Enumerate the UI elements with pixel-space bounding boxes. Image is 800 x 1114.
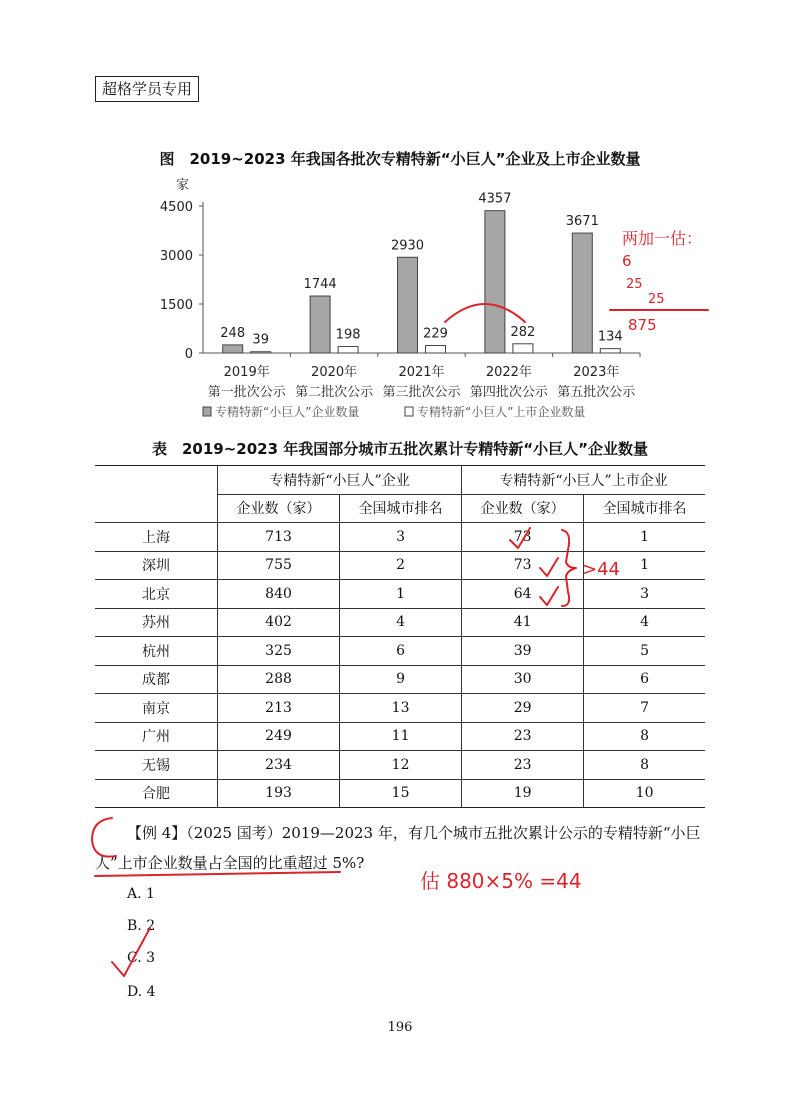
x-tick-label: 2022年 [485,365,532,380]
table-row [95,523,705,552]
listed-cell: 73 [462,551,584,580]
x-sub-label: 第二批次公示 [295,385,374,400]
data-label: 2930 [390,238,425,254]
y-tick-label: 1500 [159,298,193,313]
rank-cell: 13 [340,694,462,723]
bar-listed [513,344,533,353]
bar-listed [600,349,620,353]
y-tick-label: 3000 [159,249,193,264]
rank-cell: 9 [340,665,462,694]
bar-enterprises [485,211,505,353]
table-row [95,608,705,637]
y-tick-label: 4500 [159,200,193,215]
table-row [95,580,705,609]
data-label: 229 [423,326,448,342]
listed-rank-cell: 5 [584,637,705,666]
table-row [95,779,705,808]
count-cell: 713 [218,523,340,552]
chart-bars [220,192,622,353]
legend-label: 专精特新“小巨人”上市企业数量 [417,405,586,419]
listed-rank-cell: 3 [584,580,705,609]
count-cell: 402 [218,608,340,637]
data-label: 4357 [478,191,512,207]
data-label: 198 [335,327,361,343]
bar-listed [426,346,446,353]
city-cell: 杭州 [95,637,218,666]
count-cell: 249 [218,722,340,751]
x-tick-label: 2021年 [398,365,445,380]
group-header-enterprise: 专精特新“小巨人”企业 [218,466,462,495]
rank-cell: 4 [340,608,462,637]
data-label: 39 [252,332,269,348]
table-title: 表 2019~2023 年我国部分城市五批次累计专精特新“小巨人”企业数量 [151,440,648,458]
table-note: >44 [582,559,620,580]
listed-cell: 73 [462,523,584,552]
count-cell: 193 [218,779,340,808]
note-top: 两加一估： [622,229,703,248]
rank-cell: 1 [340,580,462,609]
y-axis-label: 家 [176,178,190,193]
count-cell: 840 [218,580,340,609]
question-note: 估 880×5% =44 [420,869,582,893]
listed-rank-cell: 8 [584,751,705,780]
table-row [95,694,705,723]
rank-cell: 12 [340,751,462,780]
chart-legend [203,404,585,419]
city-cell: 南京 [95,694,218,723]
note-num1: 6 [622,252,632,270]
listed-cell: 23 [462,722,584,751]
city-cell: 北京 [95,580,218,609]
data-label: 282 [510,324,536,340]
city-cell: 无锡 [95,751,218,780]
note-num4: 875 [628,316,657,334]
sub-header-listed-rank: 全国城市排名 [584,494,705,523]
legend-swatch [203,407,211,416]
sub-header-count: 企业数（家） [218,494,340,523]
listed-rank-cell: 7 [584,694,705,723]
rank-cell: 11 [340,722,462,751]
rank-cell: 3 [340,523,462,552]
figure-title: 图 2019~2023 年我国各批次专精特新“小巨人”企业及上市企业数量 [159,150,641,168]
sub-header-listed-count: 企业数（家） [462,494,584,523]
note-num3: 25 [648,292,665,307]
x-tick-label: 2019年 [223,365,270,380]
group-header-listed: 专精特新“小巨人”上市企业 [462,466,705,495]
rank-cell: 6 [340,637,462,666]
table-row [95,722,705,751]
listed-rank-cell: 10 [584,779,705,808]
bar-listed [338,347,358,353]
x-tick-label: 2020年 [311,365,358,380]
count-cell: 325 [218,637,340,666]
legend-swatch [405,407,413,416]
bar-enterprises [572,233,592,353]
y-tick-label: 0 [184,347,193,362]
city-cell: 广州 [95,722,218,751]
city-cell: 合肥 [95,779,218,808]
page-number: 196 [387,1020,413,1035]
listed-cell: 39 [462,637,584,666]
city-cell: 苏州 [95,608,218,637]
x-sub-label: 第一批次公示 [207,385,286,400]
table-group-header-row [95,466,705,495]
bar-chart [0,170,800,435]
listed-cell: 41 [462,608,584,637]
listed-rank-cell: 1 [584,551,705,580]
bar-enterprises [223,345,243,353]
listed-cell: 23 [462,751,584,780]
city-header-cell [95,466,218,523]
note-num2: 25 [626,277,643,292]
listed-rank-cell: 8 [584,722,705,751]
rank-cell: 15 [340,779,462,808]
x-sub-label: 第三批次公示 [382,385,461,400]
city-cell: 深圳 [95,551,218,580]
option-c[interactable]: C. 3 [127,950,156,966]
count-cell: 755 [218,551,340,580]
table-row [95,665,705,694]
option-d[interactable]: D. 4 [127,984,156,1000]
data-label: 248 [220,325,246,341]
header-label: 超格学员专用 [95,76,199,102]
city-cell: 上海 [95,523,218,552]
bar-listed [251,352,271,353]
data-label: 3671 [565,214,599,230]
listed-cell: 64 [462,580,584,609]
option-b[interactable]: B. 2 [127,918,156,934]
count-cell: 234 [218,751,340,780]
listed-cell: 29 [462,694,584,723]
count-cell: 213 [218,694,340,723]
city-cell: 成都 [95,665,218,694]
bar-enterprises [310,296,330,353]
city-table [95,465,705,808]
table-row [95,551,705,580]
data-label: 1744 [303,277,337,293]
bar-enterprises [398,257,418,353]
table-row [95,637,705,666]
data-label: 134 [597,329,623,345]
option-a[interactable]: A. 1 [127,886,155,902]
listed-rank-cell: 6 [584,665,705,694]
count-cell: 288 [218,665,340,694]
listed-rank-cell: 1 [584,523,705,552]
x-sub-label: 第四批次公示 [469,385,548,400]
table-row [95,751,705,780]
rank-cell: 2 [340,551,462,580]
question-text: 【例 4】（2025 国考）2019—2023 年，有几个城市五批次累计公示的专精特新“小巨人”上市企业数量占全国的比重超过 5%? [95,824,701,872]
legend-label: 专精特新“小巨人”企业数量 [215,405,360,419]
sub-header-rank: 全国城市排名 [340,494,462,523]
listed-cell: 19 [462,779,584,808]
x-sub-label: 第五批次公示 [557,385,636,400]
x-tick-label: 2023年 [573,365,620,380]
listed-rank-cell: 4 [584,608,705,637]
listed-cell: 30 [462,665,584,694]
